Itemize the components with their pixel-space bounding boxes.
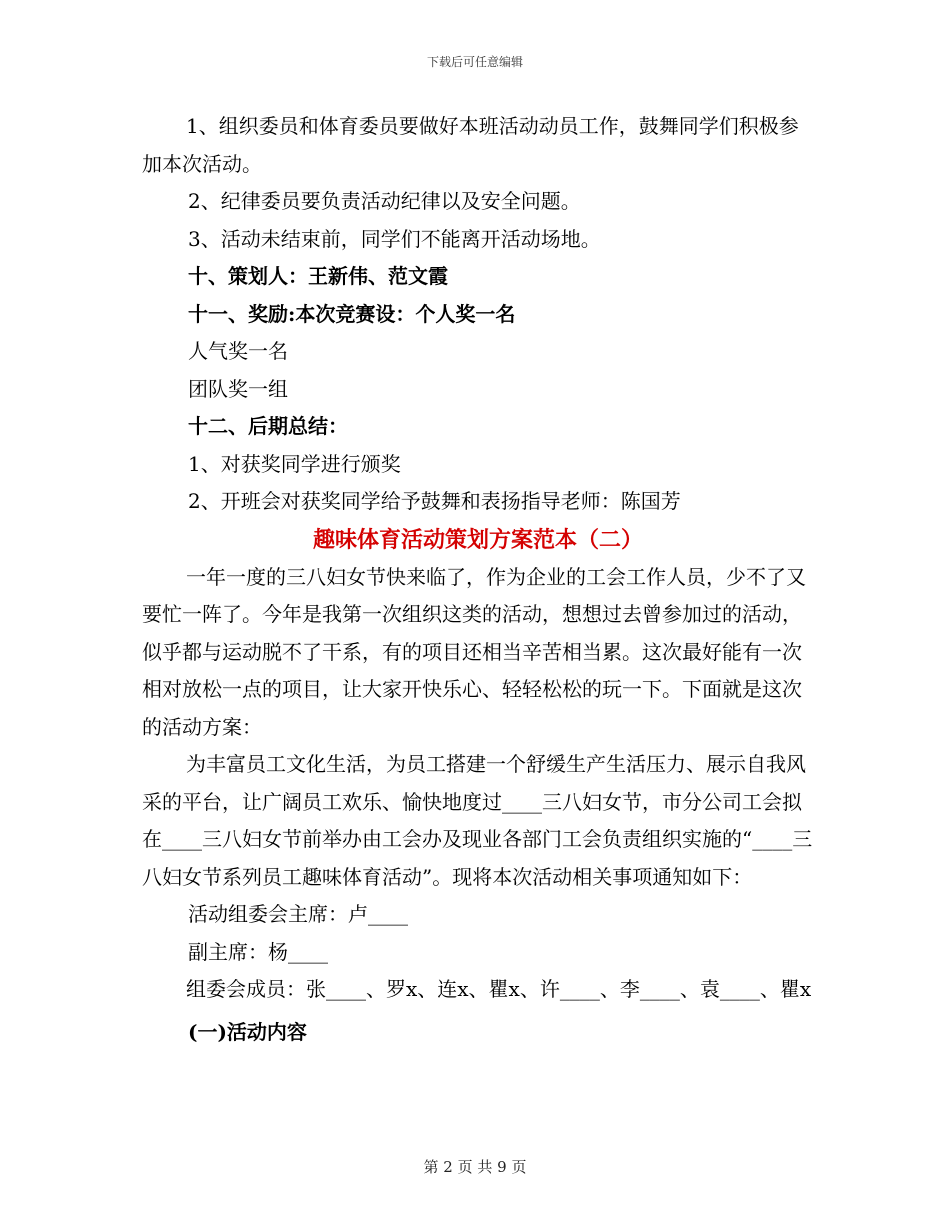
planner-heading: 十、策划人：王新伟、范文霞 xyxy=(188,264,448,288)
summary-item-2: 2、开班会对获奖同学给予鼓舞和表扬指导老师：陈国芳 xyxy=(188,489,681,513)
summary-item-1: 1、对获奖同学进行颁奖 xyxy=(188,451,401,476)
reward-popularity: 人气奖一名 xyxy=(188,339,288,363)
intro-paragraph: 一年一度的三八妇女节快来临了，作为企业的工会工作人员，少不了又要忙一阵了。今年是我第一次组织这类的活动，想想过去曾参加过的活动，似乎都与运动脱不了干系，有的项目还相当辛苦相当累。这次最好能有一次相对放松一点的项目，让大家开快乐心、轻轻松松的玩一下。下面就是这次的活动方案： xyxy=(142,564,806,739)
header-note: 下载后可任意编辑 xyxy=(426,55,523,69)
reward-team: 团队奖一组 xyxy=(188,376,288,401)
paragraph-item-1: 1、组织委员和体育委员要做好本班活动动员工作，鼓舞同学们积极参加本次活动。 xyxy=(142,114,799,176)
activity-content-heading: (一)活动内容 xyxy=(188,1019,307,1044)
page-number: 第 2 页 共 9 页 xyxy=(423,1158,527,1176)
committee-vice-chair: 副主席：杨____ xyxy=(188,939,328,964)
committee-members: 组委会成员：张____、罗x、连x、瞿x、许____、李____、袁____、瞿x xyxy=(186,977,812,1001)
summary-heading: 十二、后期总结： xyxy=(188,414,348,438)
paragraph-item-3: 3、活动未结束前，同学们不能离开活动场地。 xyxy=(188,226,601,251)
notice-paragraph: 为丰富员工文化生活，为员工搭建一个舒缓生产生活压力、展示自我风采的平台，让广阔员工欢乐、愉快地度过____三八妇女节，市分公司工会拟在____三八妇女节前举办由工会办及现业各部门工会负责组织实施的“____三八妇女节系列员工趣味体育活动”。现将本次活动相关事项通知如下： xyxy=(142,752,813,889)
document-body xyxy=(142,108,814,1051)
paragraph-item-2: 2、纪律委员要负责活动纪律以及安全问题。 xyxy=(188,189,581,213)
section-title: 趣味体育活动策划方案范本（二） xyxy=(312,526,643,553)
reward-heading: 十一、奖励:本次竞赛设：个人奖一名 xyxy=(188,301,516,326)
committee-chair: 活动组委会主席：卢____ xyxy=(188,902,408,926)
